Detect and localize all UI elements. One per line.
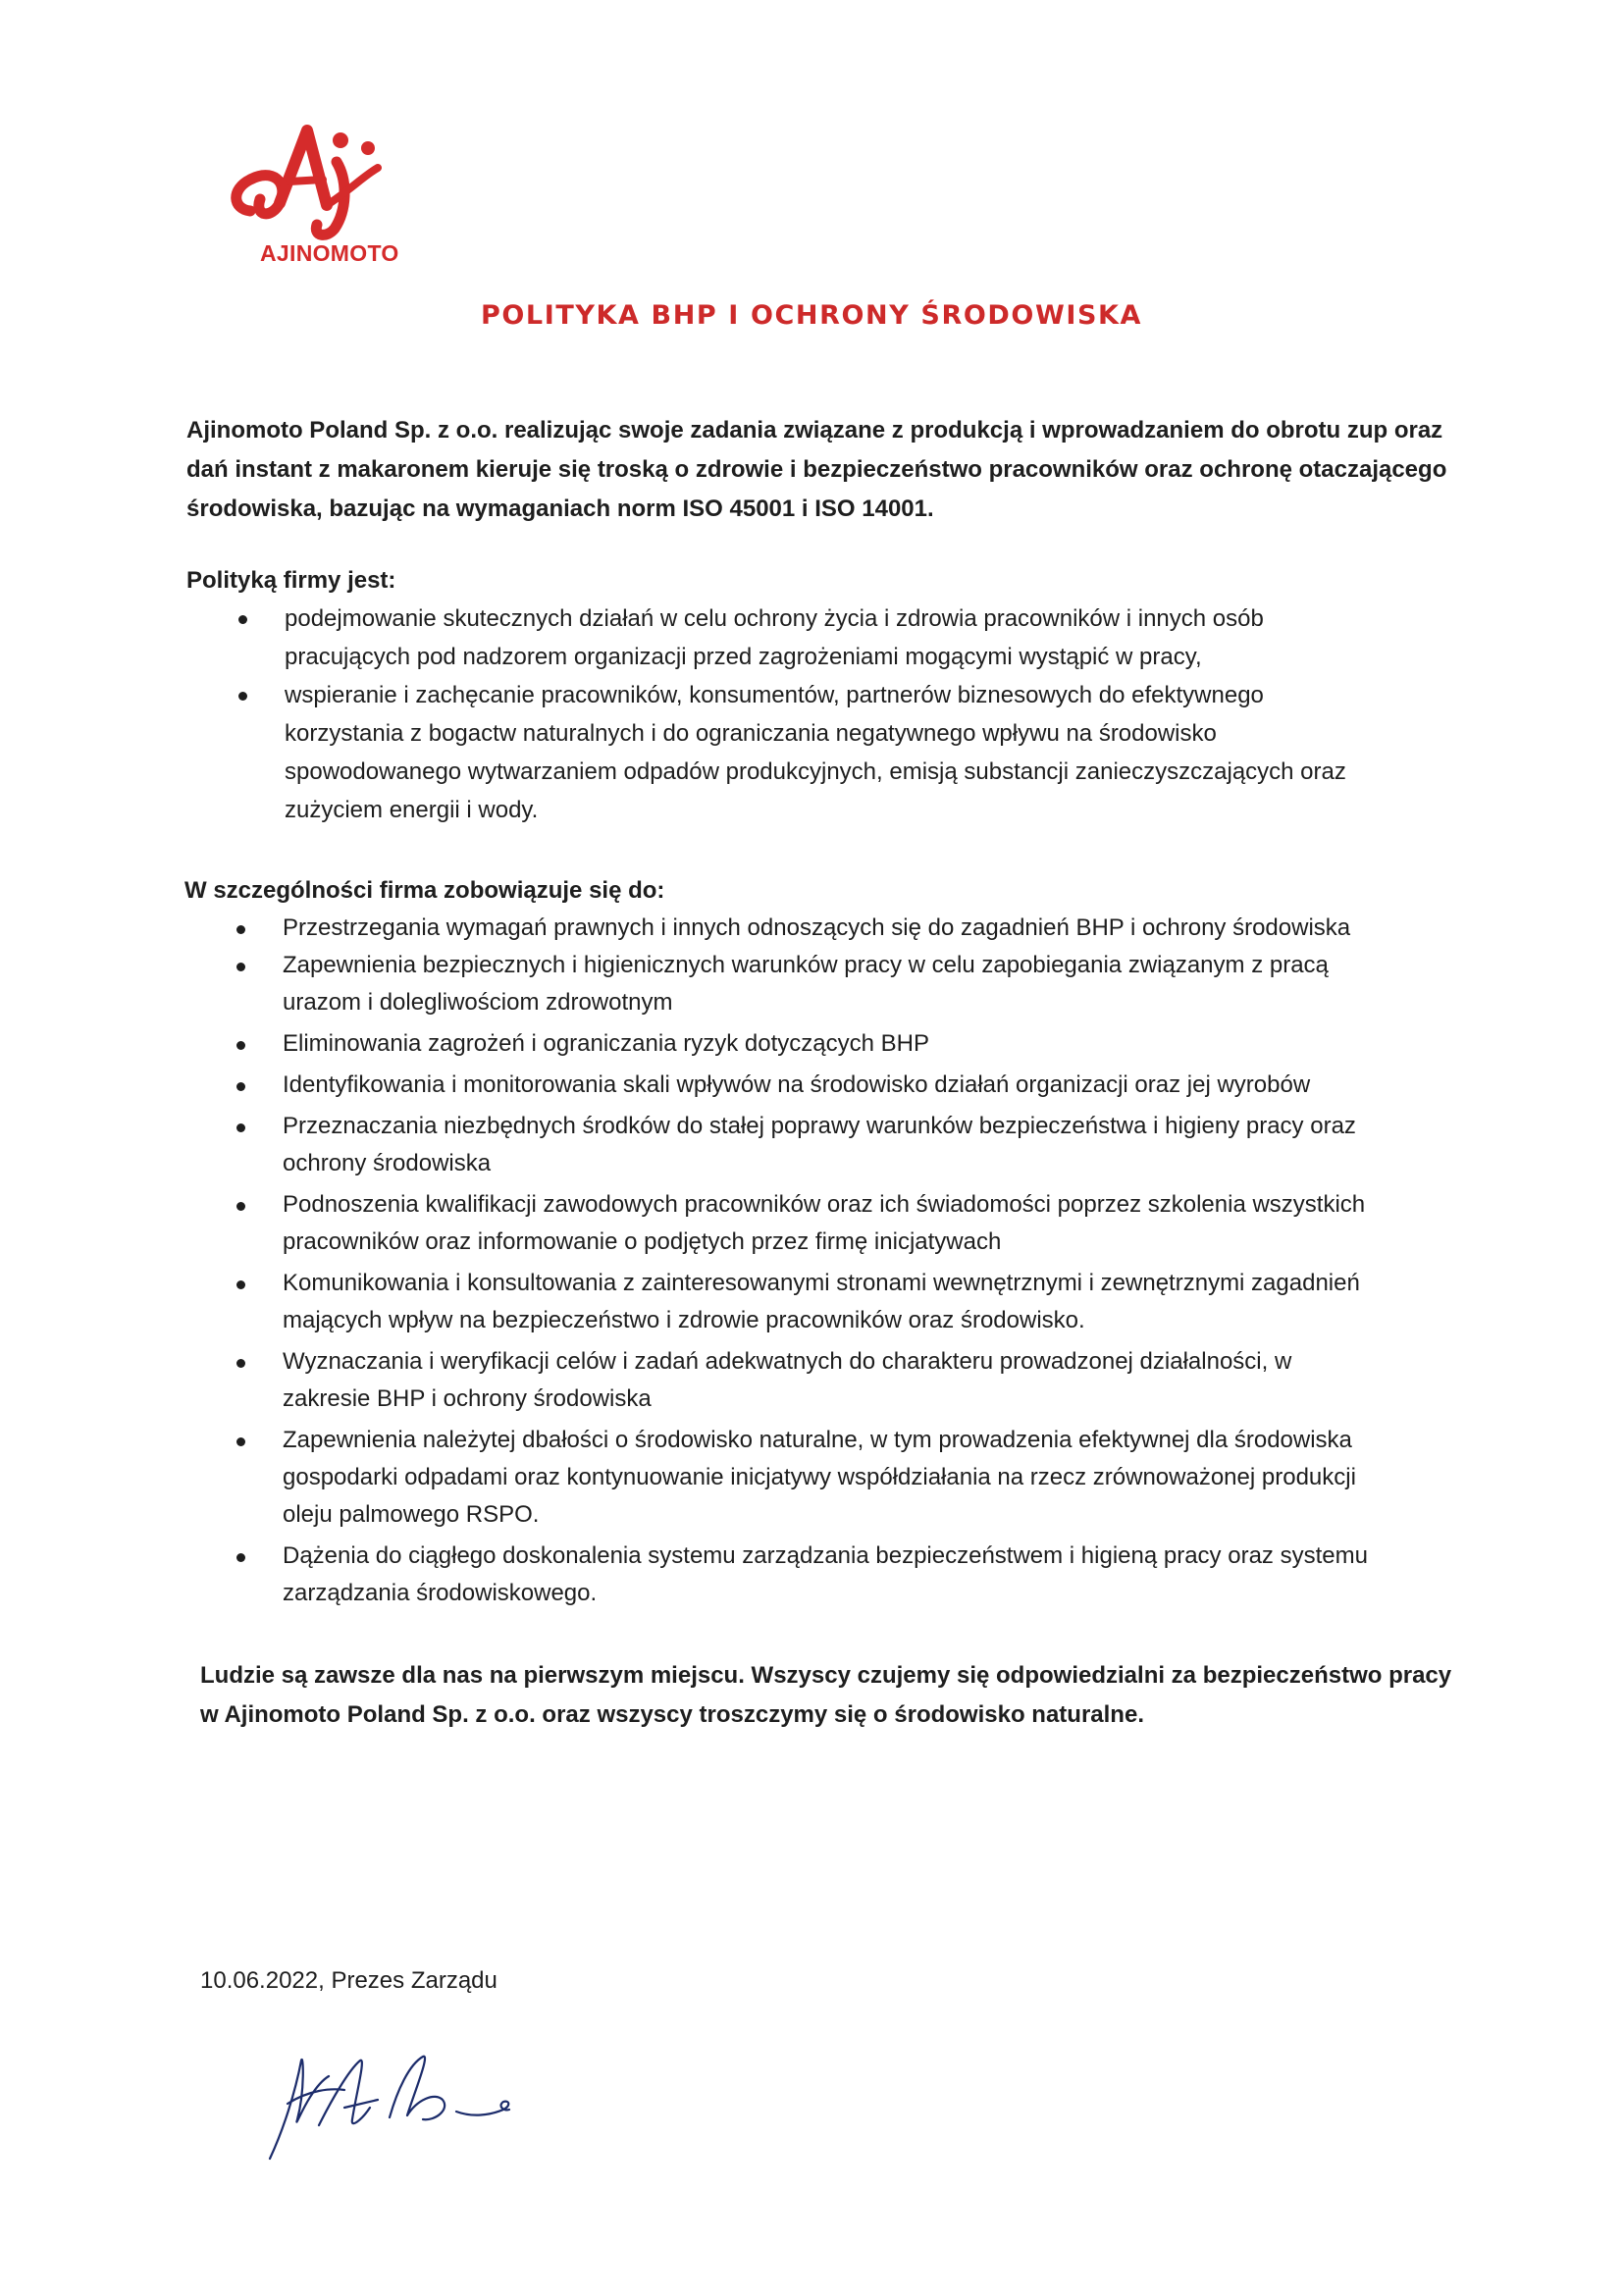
list-item-line: pracujących pod nadzorem organizacji przed zagrożeniami mogącymi wystąpić w pracy,: [285, 644, 1202, 670]
policy-heading: Polityką firmy jest:: [186, 567, 396, 594]
company-logo: [221, 123, 417, 270]
list-item-line: korzystania z bogactw naturalnych i do ograniczania negatywnego wpływu na środowisko: [285, 720, 1217, 747]
list-item-line: gospodarki odpadami oraz kontynuowanie inicjatywy współdziałania na rzecz zrównoważonej produkcji: [283, 1464, 1356, 1490]
list-item: [283, 1186, 1460, 1261]
list-item: [283, 1067, 1460, 1104]
intro-line: dań instant z makaronem kieruje się troską o zdrowie i bezpieczeństwo pracowników oraz ochronę otaczającego: [186, 456, 1447, 483]
list-item: [283, 1343, 1460, 1418]
bullet-icon: [238, 692, 247, 701]
policy-list: [285, 600, 1442, 829]
closing-line: Ludzie są zawsze dla nas na pierwszym miejscu. Wszyscy czujemy się odpowiedzialni za bezpieczeństwo pracy: [200, 1662, 1452, 1689]
list-item: [283, 1108, 1460, 1182]
logo-wordmark: AJINOMOTO: [260, 240, 399, 266]
page-title: POLITYKA BHP I OCHRONY ŚRODOWISKA: [480, 300, 1143, 331]
commitments-heading: W szczególności firma zobowiązuje się do:: [184, 877, 665, 904]
bullet-icon: [236, 963, 245, 971]
list-item-line: Wyznaczania i weryfikacji celów i zadań adekwatnych do charakteru prowadzonej działalności, w: [283, 1348, 1292, 1375]
list-item: [283, 910, 1460, 947]
bullet-icon: [236, 1553, 245, 1562]
date-and-signatory: 10.06.2022, Prezes Zarządu: [200, 1967, 497, 1994]
list-item: [283, 1422, 1460, 1534]
handwritten-signature: [250, 2031, 564, 2178]
list-item-line: Zapewnienia bezpiecznych i higienicznych warunków pracy w celu zapobiegania związanym z pracą: [283, 952, 1329, 978]
list-item-line: Przestrzegania wymagań prawnych i innych odnoszących się do zagadnień BHP i ochrony środowiska: [283, 914, 1351, 941]
bullet-icon: [236, 1041, 245, 1050]
intro-paragraph: [186, 411, 1462, 529]
list-item-line: mających wpływ na bezpieczeństwo i zdrowie pracowników oraz środowisko.: [283, 1307, 1085, 1333]
list-item-line: podejmowanie skutecznych działań w celu ochrony życia i zdrowia pracowników i innych osób: [285, 605, 1264, 632]
list-item-line: Podnoszenia kwalifikacji zawodowych pracowników oraz ich świadomości poprzez szkolenia wszystkich: [283, 1191, 1366, 1218]
intro-line: środowiska, bazując na wymaganiach norm ISO 45001 i ISO 14001.: [186, 496, 934, 522]
list-item-line: pracowników oraz informowanie o podjętych przez firmę inicjatywach: [283, 1228, 1002, 1255]
list-item-line: Zapewnienia należytej dbałości o środowisko naturalne, w tym prowadzenia efektywnej dla środowiska: [283, 1427, 1352, 1453]
list-item-line: zakresie BHP i ochrony środowiska: [283, 1385, 652, 1412]
bullet-icon: [236, 1280, 245, 1289]
list-item-line: Identyfikowania i monitorowania skali wpływów na środowisko działań organizacji oraz jej wyrobów: [283, 1071, 1311, 1098]
bullet-icon: [238, 615, 247, 624]
list-item-line: Eliminowania zagrożeń i ograniczania ryzyk dotyczących BHP: [283, 1030, 929, 1057]
closing-line: w Ajinomoto Poland Sp. z o.o. oraz wszyscy troszczymy się o środowisko naturalne.: [200, 1701, 1144, 1728]
list-item-line: oleju palmowego RSPO.: [283, 1501, 540, 1528]
list-item-line: Dążenia do ciągłego doskonalenia systemu zarządzania bezpieczeństwem i higieną pracy oraz systemu: [283, 1542, 1368, 1569]
list-item: [283, 1538, 1460, 1612]
list-item-line: Komunikowania i konsultowania z zainteresowanymi stronami wewnętrznymi i zewnętrznymi zagadnień: [283, 1270, 1360, 1296]
bullet-icon: [236, 1437, 245, 1446]
list-item: [285, 676, 1442, 829]
list-item: [283, 1025, 1460, 1063]
bullet-icon: [236, 925, 245, 934]
list-item-line: Przeznaczania niezbędnych środków do stałej poprawy warunków bezpieczeństwa i higieny pracy oraz: [283, 1113, 1356, 1139]
bullet-icon: [236, 1202, 245, 1211]
list-item: [285, 600, 1442, 676]
list-item: [283, 1265, 1460, 1339]
list-item-line: urazom i dolegliwościom zdrowotnym: [283, 989, 673, 1016]
list-item-line: zużyciem energii i wody.: [285, 797, 539, 823]
closing-statement: [200, 1656, 1476, 1735]
intro-line: Ajinomoto Poland Sp. z o.o. realizując swoje zadania związane z produkcją i wprowadzaniem do obrotu zup oraz: [186, 417, 1443, 444]
bullet-icon: [236, 1082, 245, 1091]
bullet-icon: [236, 1123, 245, 1132]
list-item-line: wspieranie i zachęcanie pracowników, konsumentów, partnerów biznesowych do efektywnego: [285, 682, 1264, 708]
list-item: [283, 947, 1460, 1021]
ajinomoto-monogram-icon: [221, 123, 417, 240]
bullet-icon: [236, 1359, 245, 1368]
list-item-line: spowodowanego wytwarzaniem odpadów produkcyjnych, emisją substancji zanieczyszczających oraz: [285, 758, 1346, 785]
list-item-line: ochrony środowiska: [283, 1150, 492, 1176]
list-item-line: zarządzania środowiskowego.: [283, 1580, 598, 1606]
commitments-list: [283, 910, 1460, 1612]
